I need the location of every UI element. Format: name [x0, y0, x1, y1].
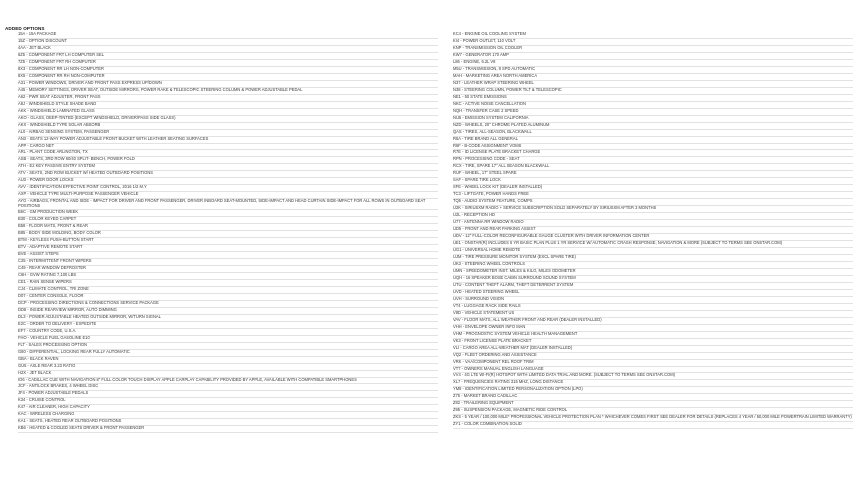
option-item: L86 - ENGINE, 6.2L V8 [453, 60, 853, 67]
option-item: AYG - AIRBAGS, FRONTAL AND SIDE - IMPACT FOR DRIVER AND FRONT PASSENGER, DRIVER INBOARD SEAT-MOUNTED, SIDE-IMPACT AND HEAD CURTAIN SIDE-IMPACT FOR ALL ROWS IN OUTBOARD SEAT POSITIONS [18, 199, 438, 210]
option-item: Z82 - TRAILERING EQUIPMENT [453, 401, 853, 408]
option-item: UK3 - STEERING WHEEL CONTROLS [453, 262, 853, 269]
option-item: APP - CARGO NET [18, 144, 438, 151]
option-item: ATV - SEATS, 2ND ROW BUCKET W/ HEATED OUTBOARD POSITIONS [18, 171, 438, 178]
option-item: ZKS - 5 YEAR / 100,000 MILE* PROFESSIONAL VEHICLE PROTECTION PLAN * WHICHEVER COMES FIRST SEE DEALER FOR DETAILS (REPLACES 4 YEAR / 50,000 MILE POWERTRAIN LIMITED WARRANTY) [453, 415, 853, 422]
option-item: H2X - JET BLACK [18, 371, 438, 378]
option-item: ASB - SEATS, 3RD ROW 60/40 SPLIT- BENCH, POWER FOLD [18, 157, 438, 164]
option-item: MAH - MARKETING AREA NORTH AMERICA [453, 74, 853, 81]
option-item: QAS - TIRES, ALL-SEASON, BLACKWALL [453, 130, 853, 137]
option-item: UVD - HEATED STEERING WHEEL [453, 290, 853, 297]
option-item: UMN - SPEEDOMETER INST. MILES & KILO, MILES ODOMETER [453, 269, 853, 276]
option-item: AU3 - POWER DOOR LOCKS [18, 178, 438, 185]
option-item: AKK - WINDSHIELD LAMINATED GLASS [18, 109, 438, 116]
option-item: FHO - VEHICLE FUEL GASOLINE E10 [18, 336, 438, 343]
option-item: AL0 - AIRBAG SENSING SYSTEM, PASSENGER [18, 130, 438, 137]
option-item: YM8 - IDENTIFICATION LIMITED PERSONALIZATION OPTION (LPO) [453, 387, 853, 394]
option-item: KB6 - HEATED & COOLED SEATS DRIVER & FRONT PASSENGER [18, 426, 438, 433]
option-item: KI4 - POWER OUTLET, 110 VOLT [453, 39, 853, 46]
option-item: C6H - GVW RATING 7,100 LBS [18, 273, 438, 280]
option-item: A8J - WINDSHIELD STYLE SHADE BAND [18, 102, 438, 109]
option-item: A31 - POWER WINDOWS, DRIVER AND FRONT PASS EXPRESS UP/DOWN [18, 81, 438, 88]
option-item: SAF - SPARE TIRE LOCK [453, 178, 853, 185]
option-item: NKC - ACTIVE NOISE CANCELLATION [453, 102, 853, 109]
option-item: EF7 - COUNTRY CODE, U.S.A. [18, 329, 438, 336]
option-item: Z95 - SUSPENSION PACKAGE, MAGNETIC RIDE CONTROL [453, 408, 853, 415]
option-item: ATH - E2 KEY PASSIVE ENTRY SYSTEM [18, 164, 438, 171]
option-item: K47 - AIR CLEANER, HIGH CAPACITY [18, 405, 438, 412]
option-item: M5U - TRANSMISSION, 8 SPD AUTOMATIC [453, 67, 853, 74]
option-item: UJM - TIRE PRESSURE MONITOR SYSTEM (EXCL SPARE TIRE) [453, 255, 853, 262]
option-item: UDV - 12" FULL-COLOR RECONFIGURABLE GAUGE CLUSTER WITH DRIVER INFORMATION CENTER [453, 234, 853, 241]
option-item: UVH - SURROUND VISION [453, 297, 853, 304]
option-item: C49 - REAR WINDOW DEFROSTER [18, 266, 438, 273]
option-item: R7E - ID LICENSE PLATE BRACKET CHARGE [453, 150, 853, 157]
option-item: N38 - STEERING COLUMN, POWER TILT & TELESCOPIC [453, 88, 853, 95]
options-list-left [18, 32, 438, 433]
option-item: GU5 - AXLE REAR 3.23 RATIO [18, 364, 438, 371]
section-heading: ADDED OPTIONS [5, 26, 45, 31]
option-item: KW7 - GENERATOR 170 AMP [453, 53, 853, 60]
option-item: KNP - TRANSMISSION OIL COOLER [453, 46, 853, 53]
option-item: DD8 - INSIDE REARVIEW MIRROR, AUTO DIMMING [18, 308, 438, 315]
options-list-right [453, 32, 853, 429]
option-item: KAC - WIRELESS CHARGING [18, 412, 438, 419]
option-item: UTU - CONTENT THEFT ALARM, THEFT DETERRENT SYSTEM [453, 283, 853, 290]
option-item: RUF - WHEEL, 17" STEEL SPARE [453, 171, 853, 178]
option-item: RPN - PROCESSING CODE - SEAT [453, 157, 853, 164]
option-item: VV4 - 4G LTE WI-FI(R) HOTSPOT WITH LIMITED DATA TRIAL AND MORE. (SUBJECT TO TERMS SEE ONSTAR.COM) [453, 373, 853, 380]
option-item: ZY1 - COLOR COMBINATION SOLID [453, 422, 853, 429]
option-item: 6Z5 - COMPONENT FRT LH COMPUTER SEL [18, 53, 438, 60]
option-item: VT4 - LUGGAGE RACK SIDE RAILS [453, 304, 853, 311]
option-item: C25 - INTERMITTENT FRONT WIPERS [18, 259, 438, 266]
option-item: GBA - BLACK RAVEN [18, 357, 438, 364]
option-item: U77 - ANTENNA RR WINDOW RADIO [453, 220, 853, 227]
option-item: B6C - GM PRODUCTION WEEK [18, 210, 438, 217]
option-item: VHH - ENVELOPE OWNER INFO MAN [453, 325, 853, 332]
option-item: VT7 - OWNERS MANUAL ENGLISH LANGUAGE [453, 367, 853, 374]
option-item: R6F - B-CODE ASSIGNMENT VOMS [453, 144, 853, 151]
option-item: 4AA - JET BLACK [18, 46, 438, 53]
option-item: G80 - DIFFERENTIAL, LOCKING REAR FULLY AUTOMATIC [18, 350, 438, 357]
option-item: KA1 - SEATS, HEATED REAR OUTBOARD POSITIONS [18, 419, 438, 426]
option-item: 7Z5 - COMPONENT FRT RH COMPUTER [18, 60, 438, 67]
option-item: B30 - COLOR KEYED CARPET [18, 217, 438, 224]
option-item: R5A - TIRE BRAND ALL GENERAL [453, 137, 853, 144]
option-item: BTM - KEYLESS PUSH-BUTTON START [18, 238, 438, 245]
option-item: CE1 - RAIN SENSE WIPERS [18, 280, 438, 287]
option-item: KC4 - ENGINE OIL COOLING SYSTEM [453, 32, 853, 39]
option-item: D07 - CENTER CONSOLE, FLOOR [18, 294, 438, 301]
option-item: Z75 - MARKET BRAND CADILLAC [453, 394, 853, 401]
option-item: SFE - WHEEL LOCK KIT (DEALER INSTALLED) [453, 185, 853, 192]
option-item: B85 - BODY SIDE MOLDING, BODY COLOR [18, 231, 438, 238]
option-item: K34 - CRUISE CONTROL [18, 398, 438, 405]
option-item: VHM - PROGNOSTIC SYSTEM VEHICLE HEALTH MANAGEMENT [453, 332, 853, 339]
option-item: DCP - PROCESSING DIRECTIONS & CONNECTIONS SERVICE PACKAGE [18, 301, 438, 308]
option-item: 15A - 15A PACKAGE [18, 32, 438, 39]
option-item: BVE - ASSIST STEPS [18, 252, 438, 259]
option-item: BTV - ADAPTIVE REMOTE START [18, 245, 438, 252]
option-item: JCF - ANTILOCK BRAKES, 4 WHEEL DISC [18, 384, 438, 391]
option-item: VK3 - FRONT LICENSE PLATE BRACKET [453, 339, 853, 346]
option-item: 15Z - OPTION DISCOUNT [18, 39, 438, 46]
option-item: AVV - IDENTIFICATION EFFECTIVE POINT CONTROL, 2016 1/2 M.Y [18, 185, 438, 192]
option-item: B58 - FLOOR MATS, FRONT & REAR [18, 224, 438, 231]
option-item: 8X5 - COMPONENT RR RH NON-COMPUTER [18, 74, 438, 81]
option-item: UE1 - ONSTAR(R) INCLUDES 5 YR BASIC PLAN PLUS 1 YR SERVICE W/ AUTOMATIC CRASH RESPONSE, NAVIGATION & MORE (SUBJECT TO TERMS SEE ONSTAR.COM) [453, 241, 853, 248]
option-item: U2L - RECEPTION HD [453, 213, 853, 220]
option-item: UG1 - UNIVERSAL HOME REMOTE [453, 248, 853, 255]
option-item: TQ5 - AUDIO SYSTEM FEATURE, COMPS [453, 199, 853, 206]
option-item: E2C - ORDER TO DELIVERY - EXPEDITE [18, 322, 438, 329]
option-item: VLI - CARGO AREA ALL-WEATHER MAT (DEALER INSTALLED) [453, 346, 853, 353]
option-item: AN3 - SEATS 12-WAY POWER ADJUSTABLE FRONT BUCKET WITH LEATHER SEATING SURFACES [18, 137, 438, 144]
option-item: AKO - GLASS, DEEP-TINTED (EXCEPT WINDSHIELD, DRIVER/PASS SIDE GLASS) [18, 116, 438, 123]
option-item: ARL - PLANT CODE ARLINGTON, TX [18, 150, 438, 157]
option-item: IO6 - CADILLAC CUE WITH NAVIGATION 8" FULL COLOR TOUCH DISPLAY APPLE CARPLAY CAPABILITY PROVIDED BY APPLE, AVAILABLE WITH COMPATIBLE SMARTPHONES [18, 378, 438, 385]
option-item: UQH - 16 SPEAKER BOSE CABIN SURROUND SOUND SYSTEM [453, 276, 853, 283]
option-item: CJ4 - CLIMATE CONTROL, TRI ZONE [18, 287, 438, 294]
option-item: U2K - SIRIUSXM RADIO + SERVICE SUBSCRIPTION SOLD SEPARATELY BY SIRIUSXM AFTER 3 MONTHS [453, 206, 853, 213]
option-item: UD5 - FRONT AND REAR PARKING ASSIST [453, 227, 853, 234]
option-item: 8X3 - COMPONENT RR LH NON-COMPUTER [18, 67, 438, 74]
option-item: N37 - LEATHER WRAP STEERING WHEEL [453, 81, 853, 88]
option-item: NE1 - 50 STATE EMISSIONS [453, 95, 853, 102]
option-item: JF4 - POWER ADJUSTABLE PEDALS [18, 391, 438, 398]
option-item: NZD - WHEELS, 20" CHROME PLATED ALUMINUM [453, 123, 853, 130]
option-item: NU5 - EMISSION SYSTEM CALIFORNIA [453, 116, 853, 123]
option-item: TC3 - LIFTGATE, POWER HANDS FREE [453, 192, 853, 199]
option-item: FLT - SALES PROCESSING OPTION [18, 343, 438, 350]
option-item: RCX - TIRE, SPARE 17" ALL SEASON BLACKWALL [453, 164, 853, 171]
option-item: NQH - TRANSFER CASE 2 SPEED [453, 109, 853, 116]
option-item: DL3 - POWER ADJUSTABLE HEATED OUTSIDE MIRROR, W/TURN SIGNAL [18, 315, 438, 322]
option-item: VQ2 - FLEET ORDERING AND ASSISTANCE [453, 353, 853, 360]
option-item: A62 - PWR SEAT ADJUSTER, FRONT PASS [18, 95, 438, 102]
option-item: V8D - VEHICLE STATEMENT US [453, 311, 853, 318]
option-item: AXP - VEHICLE TYPE MULTI-PURPOSE PASSENGER VEHICLE [18, 192, 438, 199]
option-item: AKX - WINDSHIELD TYPE SOLAR ABSORB [18, 123, 438, 130]
option-item: VAV - FLOOR MATS, ALL WEATHER FRONT AND REAR (DEALER INSTALLED) [453, 318, 853, 325]
option-item: A45 - MEMORY SETTINGS, DRIVER SEAT, OUTSIDE MIRRORS, POWER RAKE & TELESCOPIC STEERING COLUMN & POWER ADJUSTABLE PEDAL [18, 88, 438, 95]
option-item: VRK - VAA/COMPONENT REL ROOF TRIM [453, 360, 853, 367]
option-item: XL7 - FREQUENCIES RATING 315 MHZ, LONG DISTANCE [453, 380, 853, 387]
